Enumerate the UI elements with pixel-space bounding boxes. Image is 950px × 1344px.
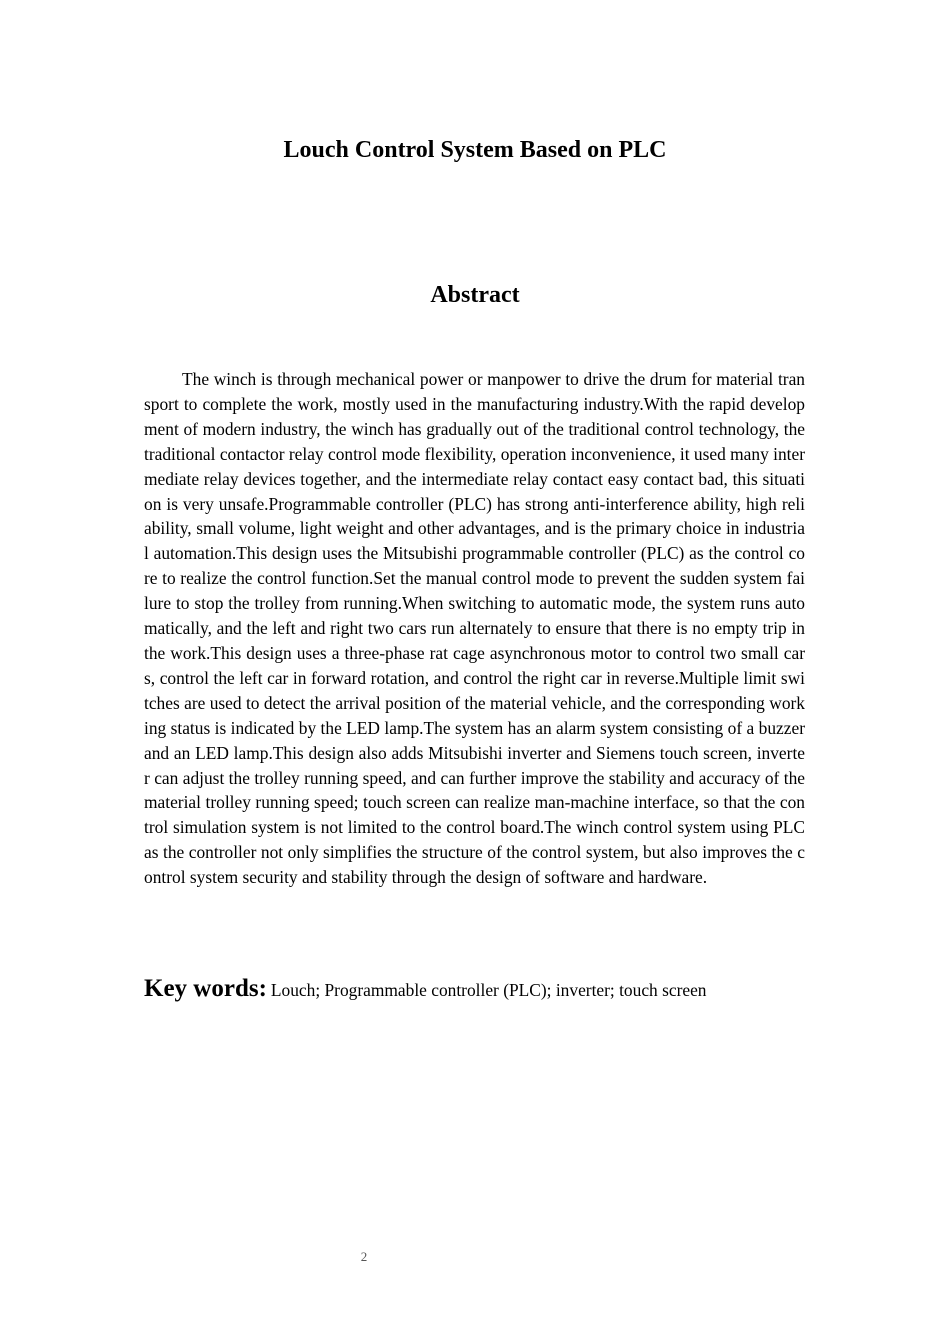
abstract-heading: Abstract [430,282,520,308]
keywords-line [144,972,805,1007]
document-title: Louch Control System Based on PLC [283,137,667,163]
keywords-text: Louch; Programmable controller (PLC); inverter; touch screen [270,980,707,1000]
abstract-body: The winch is through mechanical power or manpower to drive the drum for material transport to complete the work, mostly used in the manufacturing industry.With the rapid development of modern industry, the winch has gradually out of the traditional control technology, the traditional contactor relay control mode flexibility, operation inconvenience, it used many intermediate relay devices together, and the intermediate relay contact easy contact bad, this situation is very unsafe.Programmable controller (PLC) has strong anti-interference ability, high reliability, small volume, light weight and other advantages, and is the primary choice in industrial automation.This design uses the Mitsubishi programmable controller (PLC) as the control core to realize the control function.Set the manual control mode to prevent the sudden system failure to stop the trolley from running.When switching to automatic mode, the system runs automatically, and the left and right two cars run alternately to ensure that there is no empty trip in the work.This design uses a three-phase rat cage asynchronous motor to control two small cars, control the left car in forward rotation, and control the right car in reverse.Multiple limit switches are used to detect the arrival position of the material vehicle, and the corresponding working status is indicated by the LED lamp.The system has an alarm system consisting of a buzzer and an LED lamp.This design also adds Mitsubishi inverter and Siemens touch screen, inverter can adjust the trolley running speed, and can further improve the stability and accuracy of the material trolley running speed; touch screen can realize man-machine interface, so that the control simulation system is not limited to the control board.The winch control system using PLC as the controller not only simplifies the structure of the control system, but also improves the control system security and stability through the design of software and hardware. [144,369,805,888]
page-number: 2 [360,1249,368,1264]
keywords-label: Key words: [144,975,267,1002]
